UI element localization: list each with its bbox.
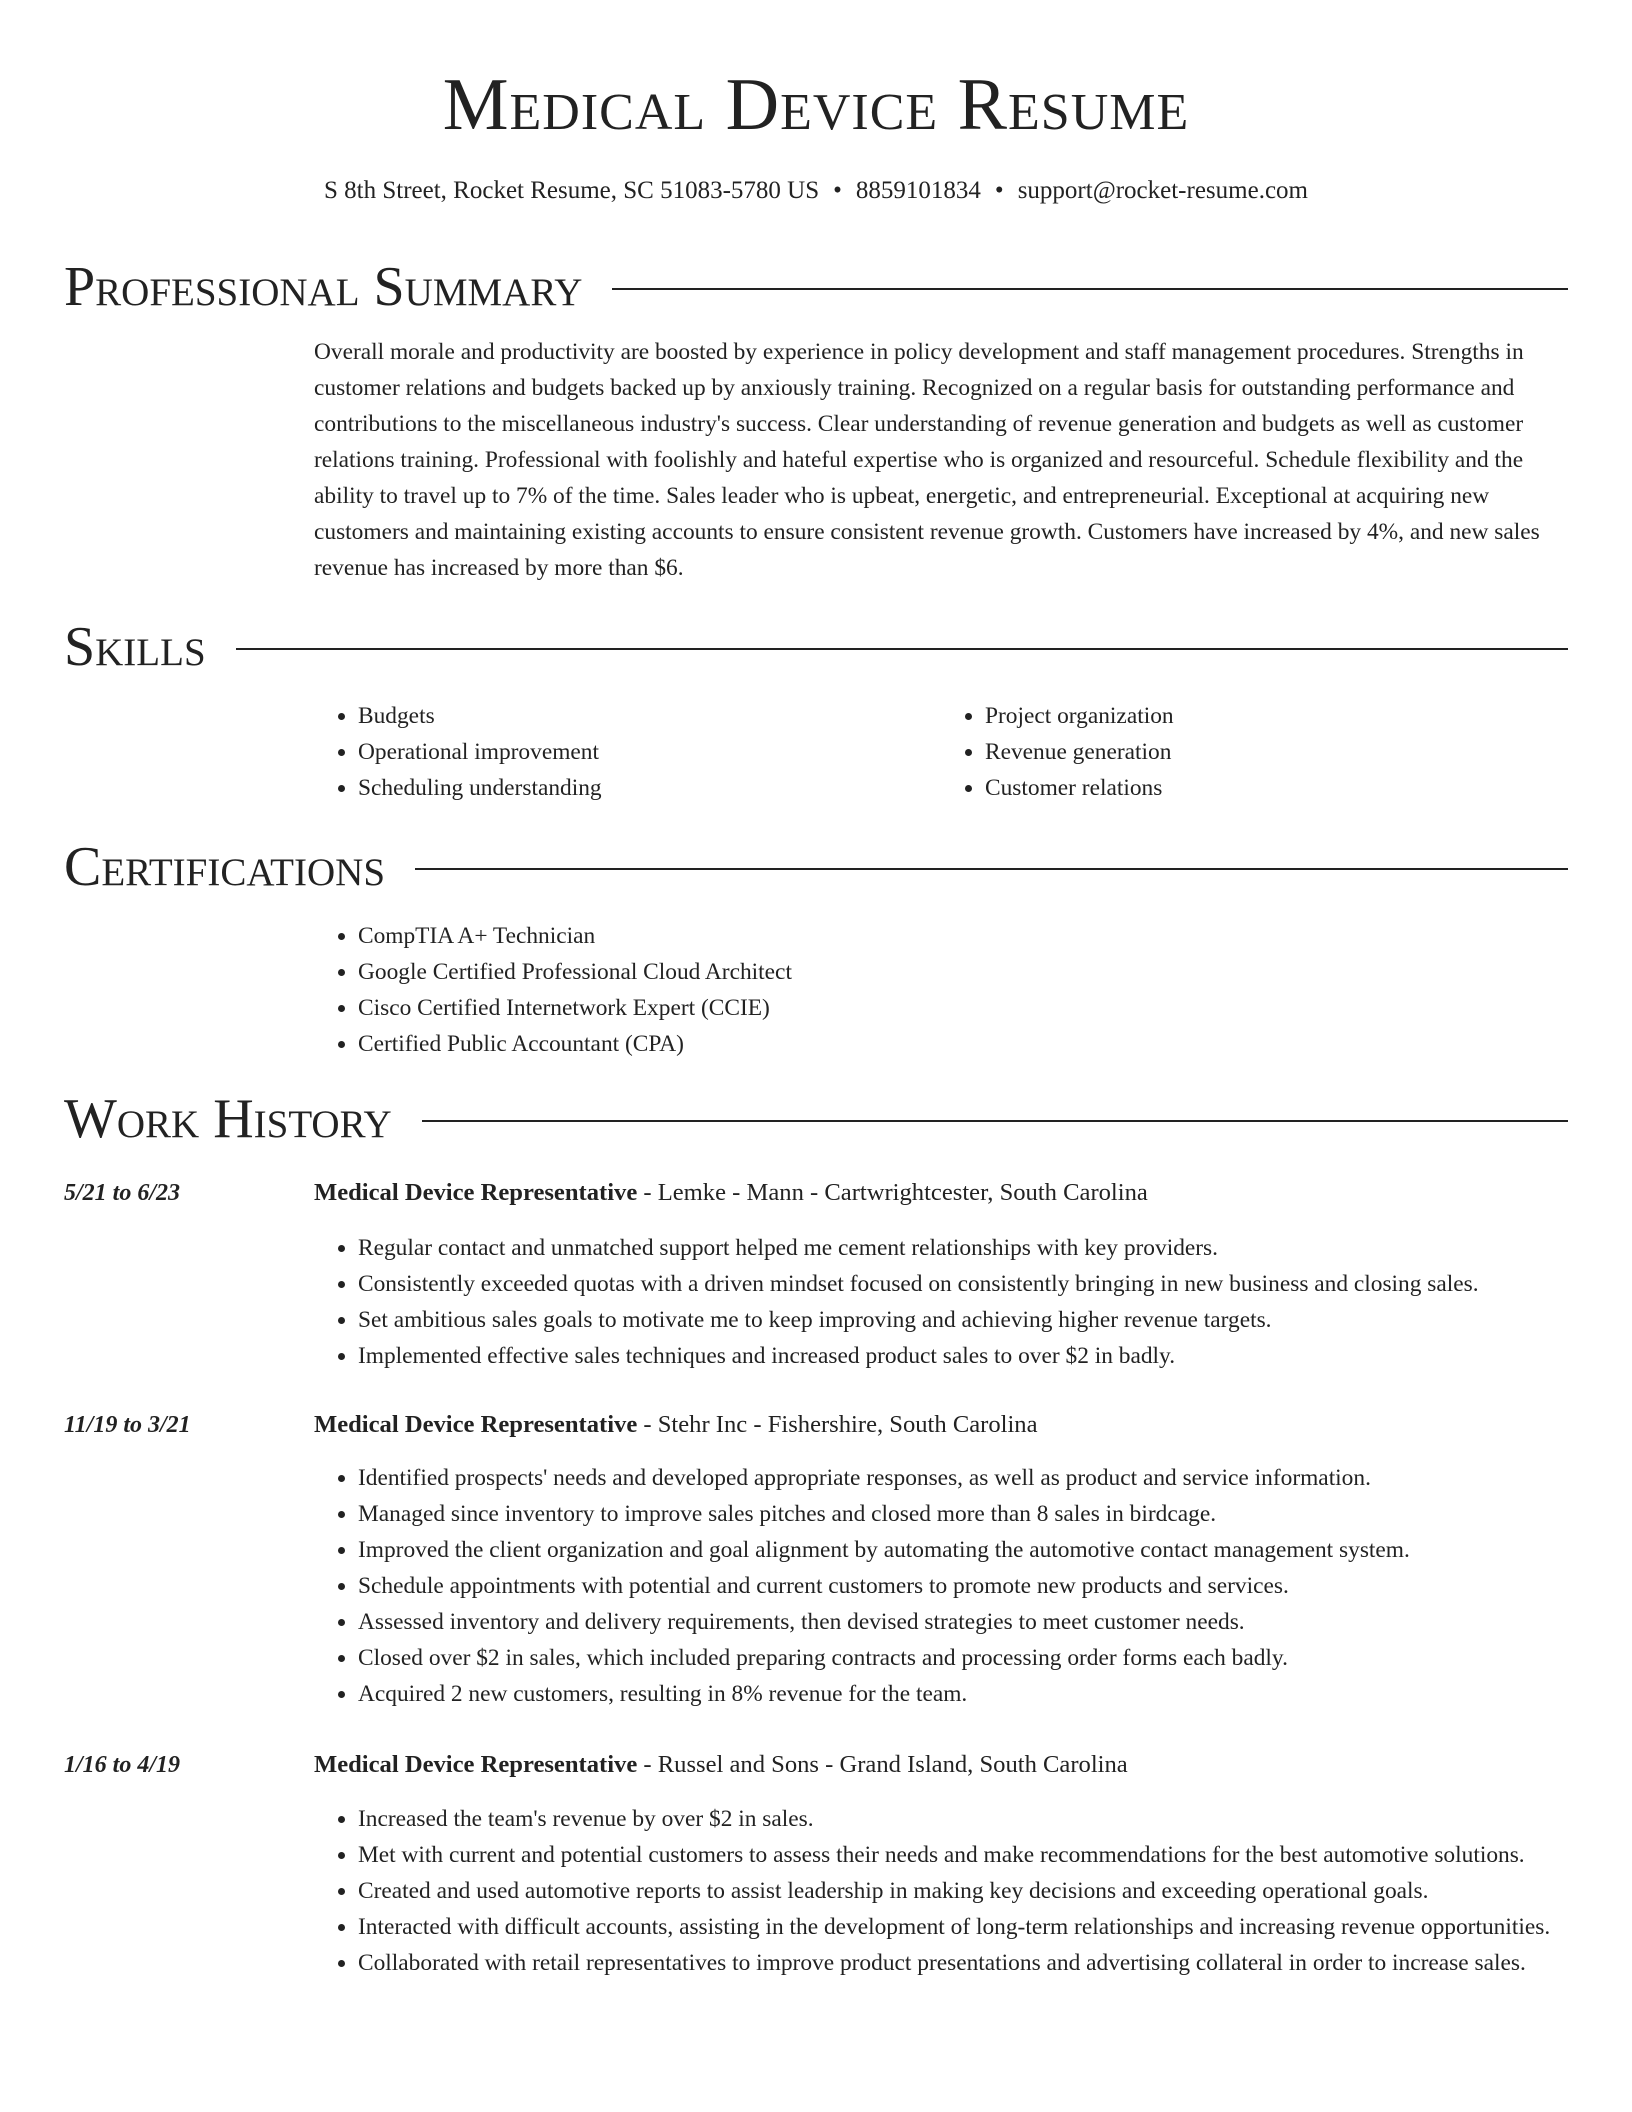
job-bullet: • Collaborated with retail representatives to improve product presentations and advertising collateral in order to increase sales. — [358, 1945, 1568, 1981]
skills-column-right — [941, 698, 1568, 806]
job-bullets — [314, 1460, 1568, 1712]
certifications-list — [314, 918, 1568, 1062]
job-bullet: • Regular contact and unmatched support helped me cement relationships with key providers. — [358, 1230, 1568, 1266]
skill-item: • Budgets — [358, 698, 941, 734]
job-employer: - Lemke - Mann - Cartwrightcester, South Carolina — [637, 1179, 1148, 1206]
job-bullet: • Implemented effective sales techniques and increased product sales to over $2 in badly. — [358, 1338, 1568, 1374]
job-bullet: • Consistently exceeded quotas with a driven mindset focused on consistently bringing in new business and closing sales. — [358, 1266, 1568, 1302]
job-bullet: • Increased the team's revenue by over $2 in sales. — [358, 1801, 1568, 1837]
skill-item: • Project organization — [985, 698, 1568, 734]
job-bullet: • Closed over $2 in sales, which included preparing contracts and processing order forms each badly. — [358, 1640, 1568, 1676]
job-bullet: • Identified prospects' needs and developed appropriate responses, as well as product and service information. — [358, 1460, 1568, 1496]
job-dates: 1/16 to 4/19 — [64, 1752, 181, 1778]
contact-line — [0, 174, 1632, 208]
skills-column-left — [314, 698, 941, 806]
job-bullet: • Set ambitious sales goals to motivate me to keep improving and achieving higher revenue targets. — [358, 1302, 1568, 1338]
job-employer: - Russel and Sons - Grand Island, South Carolina — [637, 1751, 1128, 1778]
skills-section-header — [64, 614, 1568, 680]
summary-text: Overall morale and productivity are boosted by experience in policy development and staff management procedures. Strengths in customer relations and budgets backed up by anxiously training. Recognized on a regular basis for outstanding performance and contributions to the miscellaneous industry's success. Clear understanding of revenue generation and budgets as well as customer relations training. Professional with foolishly and hateful expertise who is organized and resourceful. Schedule flexibility and the ability to travel up to 7% of the time. Sales leader who is upbeat, energetic, and entrepreneurial. Exceptional at acquiring new customers and maintaining existing accounts to ensure consistent revenue growth. Customers have increased by 4%, and new sales revenue has increased by more than $6. — [314, 339, 1540, 581]
certification-item: • Google Certified Professional Cloud Architect — [358, 954, 1568, 990]
section-divider — [422, 1120, 1568, 1122]
job-dates: 5/21 to 6/23 — [64, 1180, 181, 1206]
contact-email[interactable]: support@rocket-resume.com — [1017, 177, 1308, 204]
certification-item: • CompTIA A+ Technician — [358, 918, 1568, 954]
job-bullet: • Assessed inventory and delivery requirements, then devised strategies to meet customer needs. — [358, 1604, 1568, 1640]
skills-list — [314, 698, 1568, 806]
section-title-work-history: Work History — [64, 1088, 392, 1150]
contact-separator: • — [833, 177, 842, 204]
certification-item: • Cisco Certified Internetwork Expert (CCIE) — [358, 990, 1568, 1026]
job-bullet: • Created and used automotive reports to assist leadership in making key decisions and exceeding operational goals. — [358, 1873, 1568, 1909]
contact-phone: 8859101834 — [855, 177, 981, 204]
job-dates: 11/19 to 3/21 — [64, 1412, 191, 1438]
section-divider — [236, 648, 1568, 650]
job-bullets — [314, 1230, 1568, 1374]
job-header — [314, 1407, 1568, 1443]
job-employer: - Stehr Inc - Fishershire, South Carolina — [637, 1411, 1038, 1438]
resume-title: Medical Device Resume — [442, 64, 1190, 146]
job-title: Medical Device Representative — [314, 1179, 638, 1206]
job-bullet: • Managed since inventory to improve sales pitches and closed more than 8 sales in birdcage. — [358, 1496, 1568, 1532]
skill-item: • Operational improvement — [358, 734, 941, 770]
job-bullet: • Acquired 2 new customers, resulting in 8% revenue for the team. — [358, 1676, 1568, 1712]
skill-item: • Customer relations — [985, 770, 1568, 806]
job-bullet: • Improved the client organization and goal alignment by automating the automotive contact management system. — [358, 1532, 1568, 1568]
job-title: Medical Device Representative — [314, 1411, 638, 1438]
section-divider — [415, 868, 1568, 870]
job-header — [314, 1175, 1568, 1211]
work-section-header — [64, 1086, 1568, 1152]
certification-item: • Certified Public Accountant (CPA) — [358, 1026, 1568, 1062]
section-divider — [612, 288, 1568, 290]
section-title-skills: Skills — [64, 616, 206, 678]
job-bullet: • Met with current and potential customers to assess their needs and make recommendations for the best automotive solutions. — [358, 1837, 1568, 1873]
job-bullet: • Interacted with difficult accounts, assisting in the development of long-term relationships and increasing revenue opportunities. — [358, 1909, 1568, 1945]
skill-item: • Scheduling understanding — [358, 770, 941, 806]
skill-item: • Revenue generation — [985, 734, 1568, 770]
job-title: Medical Device Representative — [314, 1751, 638, 1778]
summary-section-header — [64, 254, 1568, 320]
certifications-section-header — [64, 834, 1568, 900]
section-title-certifications: Certifications — [64, 836, 386, 898]
job-bullets — [314, 1801, 1568, 1981]
job-header — [314, 1747, 1568, 1783]
section-title-summary: Professional Summary — [64, 256, 583, 318]
contact-address: S 8th Street, Rocket Resume, SC 51083-5780 US — [324, 177, 820, 204]
contact-separator: • — [994, 177, 1004, 204]
job-bullet: • Schedule appointments with potential and current customers to promote new products and services. — [358, 1568, 1568, 1604]
